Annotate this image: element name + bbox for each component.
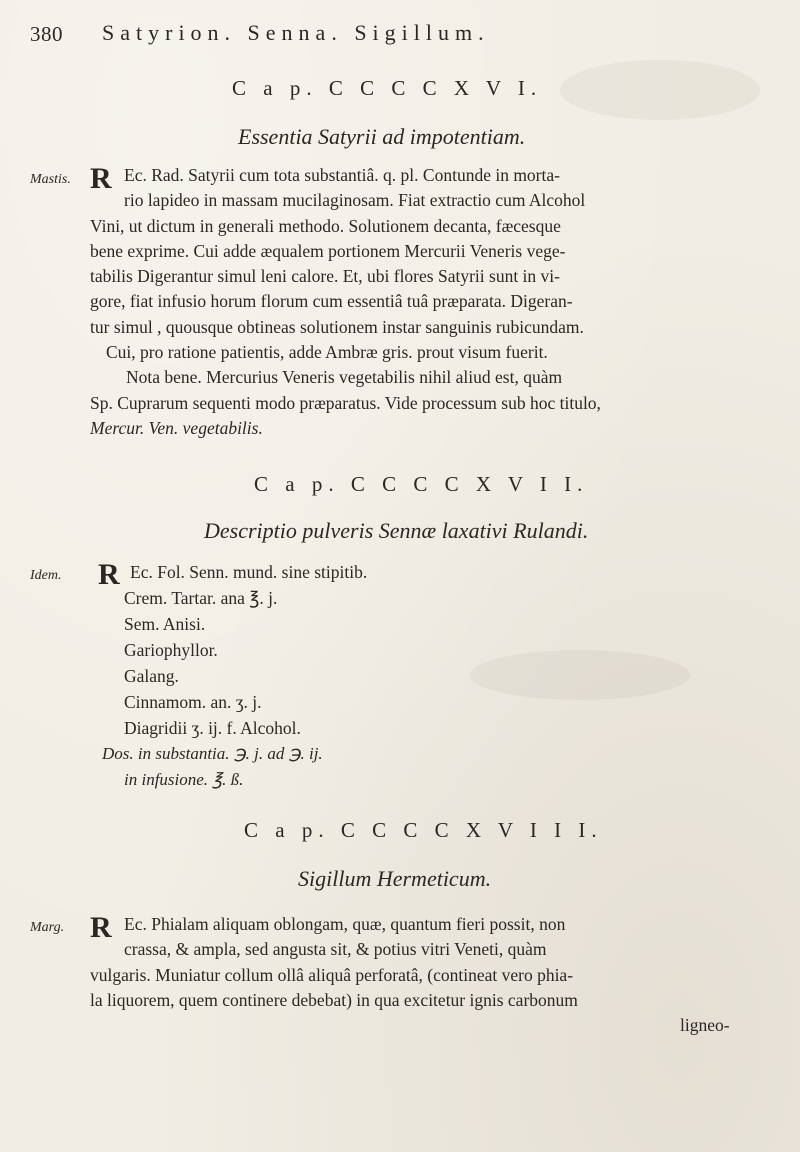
text-line: Nota bene. Mercurius Veneris vegetabilis nihil aliud est, quàm xyxy=(126,367,563,388)
text-line: tur simul , quousque obtineas solutionem instar sanguinis rubicundam. xyxy=(90,316,584,337)
text-line: rio lapideo in massam mucilaginosam. Fiat extractio cum Alcohol xyxy=(124,190,586,211)
chapter-heading: C a p. C C C C X V I I. xyxy=(254,472,589,496)
dose-line: Dos. in substantia. ℈. j. ad ℈. ij. xyxy=(102,744,323,763)
recipe-initial: R xyxy=(98,558,120,591)
dose-line: in infusione. ℥. ß. xyxy=(124,770,244,789)
recipe-initial: R xyxy=(90,162,112,195)
text-line: ligneo- xyxy=(680,1015,730,1036)
text-line: vulgaris. Muniatur collum ollâ aliquâ perforatâ, (contineat vero phia- xyxy=(90,964,574,985)
ingredient-line: Diagridii ʒ. ij. f. Alcohol. xyxy=(124,718,301,738)
text-line: Ec. Phialam aliquam oblongam, quæ, quantum fieri possit, non xyxy=(124,914,566,934)
recipe-initial: R xyxy=(90,911,112,944)
text-line: bene exprime. Cui adde æqualem portionem Mercurii Veneris vege- xyxy=(90,240,566,261)
text-line: tabilis Digerantur simul leni calore. Et, ubi flores Satyrii sunt in vi- xyxy=(90,266,560,287)
ingredient-line: Gariophyllor. xyxy=(124,640,218,660)
ingredient-line: Ec. Fol. Senn. mund. sine stipitib. xyxy=(130,562,368,582)
page-number: 380 xyxy=(30,22,63,46)
chapter-subtitle: Sigillum Hermeticum. xyxy=(298,866,492,891)
text-line: Sp. Cuprarum sequenti modo præparatus. Vide processum sub hoc titulo, xyxy=(90,392,601,413)
text-line: Cui, pro ratione patientis, adde Ambræ gris. prout visum fuerit. xyxy=(106,342,548,363)
recipe-paragraph xyxy=(90,912,762,1038)
running-head: Satyrion. Senna. Sigillum. xyxy=(102,20,490,45)
margin-note: Marg. xyxy=(30,920,65,935)
margin-note: Mastis. xyxy=(30,172,71,187)
text-line: Ec. Rad. Satyrii cum tota substantiâ. q. pl. Contunde in morta- xyxy=(124,165,560,185)
text-line: la liquorem, quem continere debebat) in qua excitetur ignis carbonum xyxy=(90,989,578,1010)
ingredient-line: Galang. xyxy=(124,666,179,686)
page-stain xyxy=(560,60,760,120)
ingredient-line: Sem. Anisi. xyxy=(124,614,206,634)
ingredient-line: Cinnamom. an. ʒ. j. xyxy=(124,692,262,712)
text-line: crassa, & ampla, sed angusta sit, & potius vitri Veneti, quàm xyxy=(124,939,547,960)
recipe-paragraph xyxy=(90,163,762,441)
text-line: Mercur. Ven. vegetabilis. xyxy=(90,417,263,438)
page-stain xyxy=(470,650,690,700)
margin-note: Idem. xyxy=(30,568,62,583)
chapter-subtitle: Descriptio pulveris Sennæ laxativi Rulandi. xyxy=(204,518,589,543)
text-line: gore, fiat infusio horum florum cum essentiâ tuâ præparata. Digeran- xyxy=(90,291,573,312)
ingredient-line: Crem. Tartar. ana ℥. j. xyxy=(124,588,278,608)
text-line: Vini, ut dictum in generali methodo. Solutionem decanta, fæcesque xyxy=(90,215,561,236)
chapter-heading: C a p. C C C C X V I. xyxy=(232,76,543,100)
chapter-subtitle: Essentia Satyrii ad impotentiam. xyxy=(238,124,526,149)
chapter-heading: C a p. C C C C X V I I I. xyxy=(244,818,603,842)
